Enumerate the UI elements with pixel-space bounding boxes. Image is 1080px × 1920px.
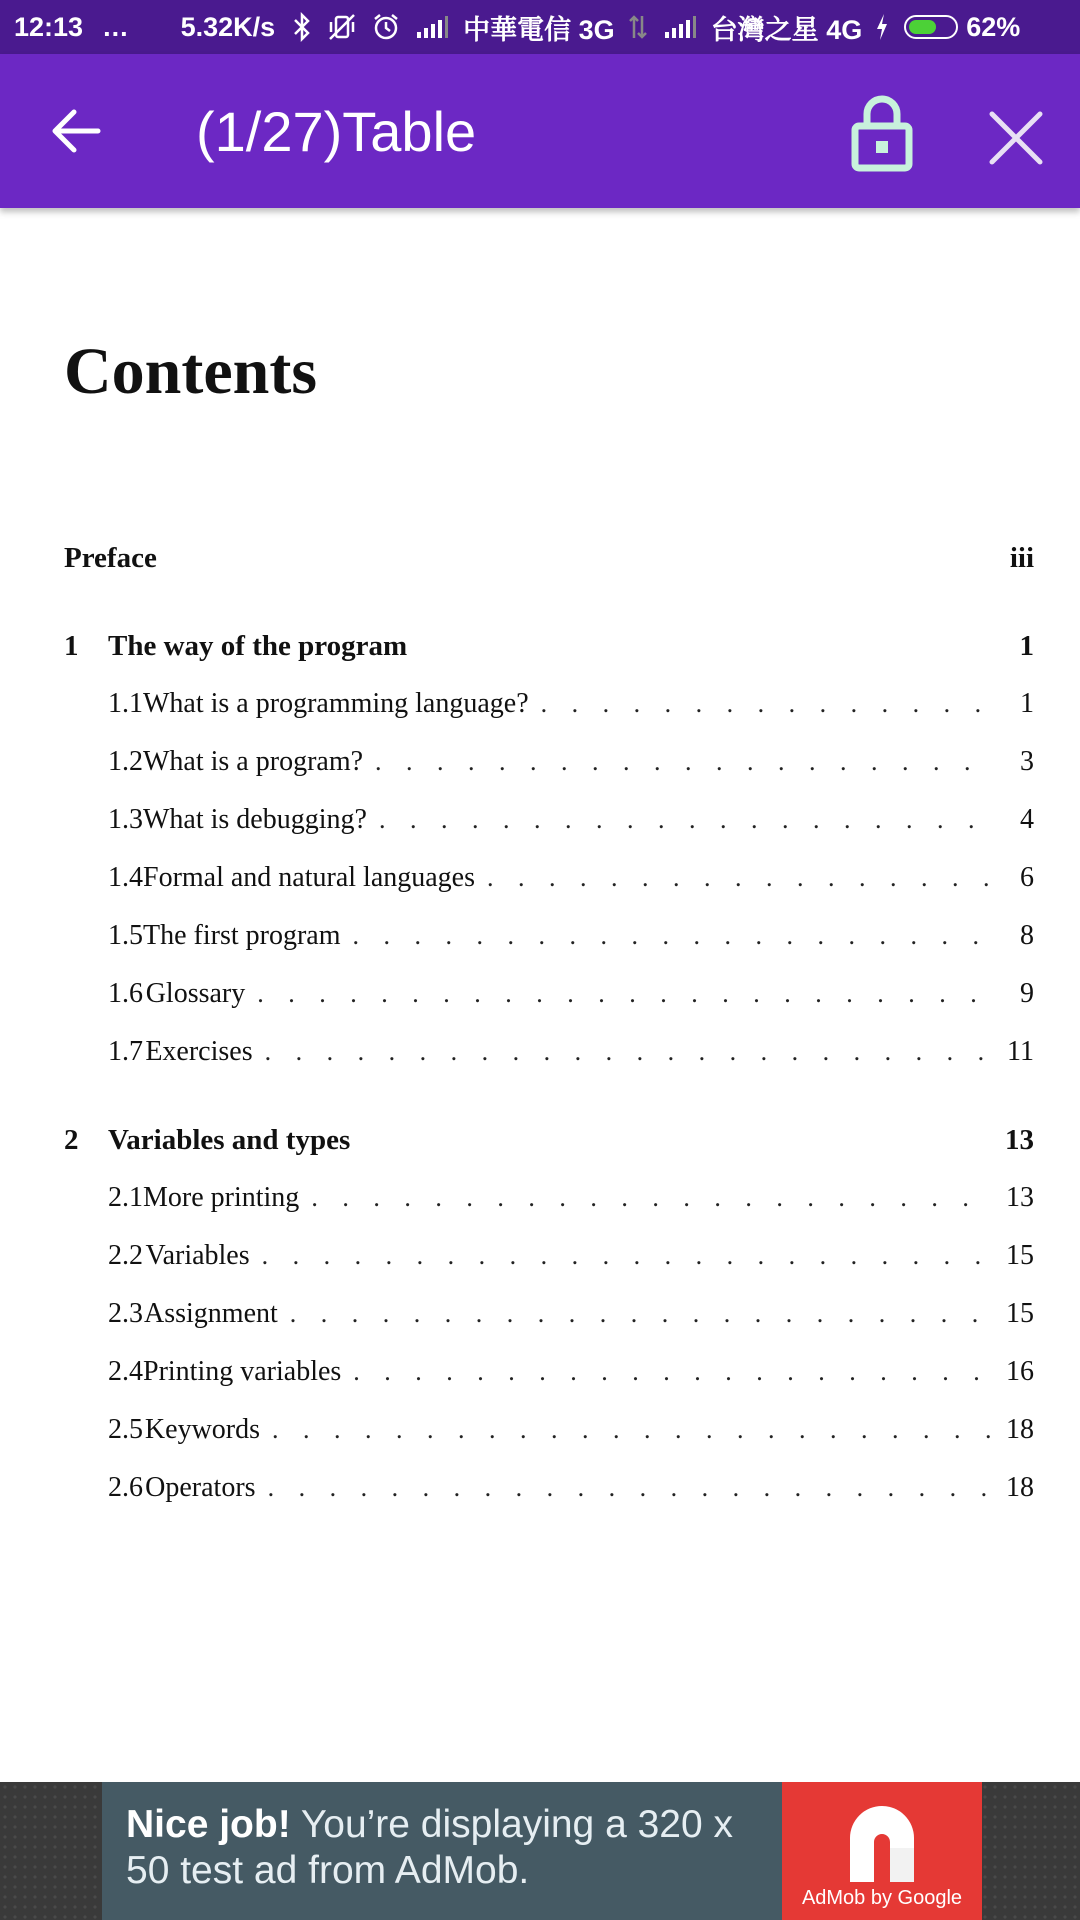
toc-page-number: 15 [1006,1240,1034,1271]
toc-section-title: More printing [143,1182,300,1213]
data-arrows-icon [627,10,649,44]
charging-icon [874,10,890,44]
toc-page-number: 11 [1007,1036,1034,1067]
toc-page-number: iii [1009,542,1034,574]
toc-dot-leader [353,921,995,951]
toc-section-number: 2.3 [108,1298,143,1329]
toc-dot-leader [379,805,994,835]
toc-dot-leader [375,747,994,777]
vibrate-off-icon [327,10,357,44]
toc-section-title: Exercises [145,1036,253,1067]
toc-section[interactable] [64,978,1034,1036]
ad-area [0,1782,1080,1920]
toc-section[interactable] [64,1472,1034,1530]
toc-page-number: 1 [1019,630,1034,662]
admob-logo-box [782,1782,982,1920]
signal-icon [663,10,697,44]
toc-section[interactable] [64,1240,1034,1298]
toc-preface-title: Preface [64,542,157,574]
toc-chapter[interactable] [64,630,1034,688]
toc-section[interactable] [64,920,1034,978]
toc-page-number: 4 [1020,804,1034,835]
toc-section-title: Glossary [145,978,246,1009]
toc-section[interactable] [64,1356,1034,1414]
toc-section-number: 1.3 [108,804,143,835]
toc-page-number: 18 [1006,1472,1034,1503]
toc-chapter-number: 1 [64,630,79,662]
toc-dot-leader [311,1183,994,1213]
toc-page-number: 1 [1020,688,1034,719]
toc-section-title: Printing variables [143,1356,342,1387]
toc-page-number: 18 [1006,1414,1034,1445]
toc-section[interactable] [64,688,1034,746]
alarm-icon [371,10,401,44]
toc-section-title: Operators [145,1472,256,1503]
toc-dot-leader [262,1241,994,1271]
toc-section-number: 2.1 [108,1182,143,1213]
toc-section-number: 1.5 [108,920,143,951]
battery-level-fill [909,20,936,34]
toc-dot-leader [257,979,994,1009]
app-bar [0,54,1080,208]
toc-section[interactable] [64,804,1034,862]
toc-section[interactable] [64,1182,1034,1240]
toc-page-number: 13 [1005,1124,1034,1156]
battery-icon [904,15,958,39]
bluetooth-icon [291,10,313,44]
toc-section-number: 2.4 [108,1356,143,1387]
back-button[interactable] [36,99,116,163]
toc-chapter-number: 2 [64,1124,79,1156]
toc-section-title: Keywords [144,1414,261,1445]
ad-message [126,1802,766,1894]
toc-page-number: 13 [1006,1182,1034,1213]
status-more-dots: ... [103,11,129,42]
toc-dot-leader [272,1415,994,1445]
admob-caption: AdMob by Google [801,1887,963,1909]
toc-dot-leader [487,863,994,893]
status-time: 12:13 [14,11,84,42]
toc-page-number: 15 [1006,1298,1034,1329]
toc-section-number: 2.2 [108,1240,143,1271]
admob-logo-icon [840,1798,924,1884]
ad-body-text: You’re displaying a 320 x 50 test ad from AdMob. [126,1803,734,1892]
toc-section-title: What is a programming language? [143,688,529,719]
toc-page-number: 8 [1020,920,1034,951]
toc-section-number: 2.5 [108,1414,143,1445]
page-title: (1/27)Table [196,100,477,163]
toc-dot-leader [268,1473,994,1503]
toc-chapter-title: Variables and types [108,1124,351,1156]
toc-page-number: 6 [1020,862,1034,893]
toc-section-title: What is debugging? [143,804,367,835]
network-speed: 5.32K/s [180,11,276,42]
close-icon [988,110,1044,166]
arrow-left-icon [50,108,102,154]
toc-section-title: Assignment [144,1298,278,1329]
carrier-2: 台灣之星 4G [710,14,863,45]
toc-preface[interactable] [64,542,1034,600]
toc-section-number: 1.2 [108,746,143,777]
toc-section[interactable] [64,862,1034,920]
table-of-contents [64,542,1034,1530]
toc-chapter[interactable] [64,1124,1034,1182]
status-bar [0,0,1080,54]
contents-heading: Contents [64,335,318,408]
toc-section-number: 1.7 [108,1036,143,1067]
toc-section[interactable] [64,1036,1034,1094]
toc-page-number: 3 [1020,746,1034,777]
toc-section-title: Formal and natural languages [143,862,476,893]
toc-section[interactable] [64,1414,1034,1472]
toc-page-number: 9 [1020,978,1034,1009]
toc-section-number: 1.1 [108,688,143,719]
lock-icon [850,92,914,172]
toc-section-title: Variables [145,1240,250,1271]
toc-section-number: 1.4 [108,862,143,893]
admob-test-ad-banner[interactable] [102,1782,982,1920]
toc-section[interactable] [64,1298,1034,1356]
toc-dot-leader [265,1037,994,1067]
lock-button[interactable] [842,90,922,174]
toc-page-number: 16 [1006,1356,1034,1387]
toc-chapter-title: The way of the program [108,630,408,662]
close-button[interactable] [976,98,1056,178]
toc-dot-leader [290,1299,994,1329]
carrier-1: 中華電信 3G [463,14,615,45]
toc-section-number: 2.6 [108,1472,143,1503]
ad-headline: Nice job! [126,1803,291,1846]
battery-percent: 62% [966,11,1021,42]
toc-dot-leader [541,689,994,719]
toc-section-title: What is a program? [143,746,364,777]
document-page[interactable] [0,208,1080,1782]
toc-section-title: The first program [143,920,341,951]
signal-icon [415,10,449,44]
toc-section-number: 1.6 [108,978,143,1009]
toc-dot-leader [353,1357,994,1387]
toc-section[interactable] [64,746,1034,804]
